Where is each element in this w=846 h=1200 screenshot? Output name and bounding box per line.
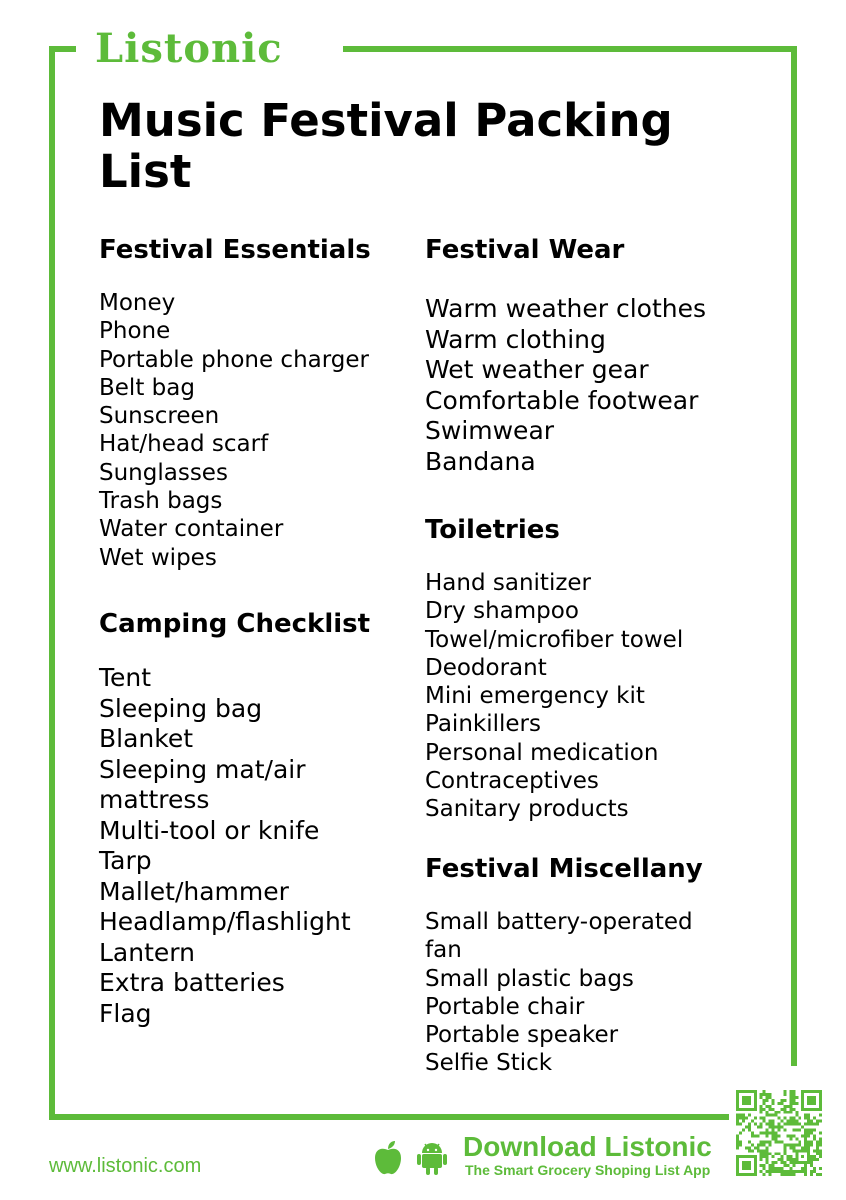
list-item: Sunglasses <box>99 459 228 486</box>
list-item: Mini emergency kit <box>425 683 645 710</box>
section-festival-wear <box>425 234 765 477</box>
list-item: Belt bag <box>99 374 195 401</box>
list-item: Selfie Stick <box>425 1050 553 1077</box>
frame-border-top-left <box>49 46 76 52</box>
list-item: Water container <box>99 516 284 543</box>
section-toiletries <box>425 514 765 824</box>
list-item: Portable chair <box>425 993 585 1020</box>
item-list <box>425 908 725 1078</box>
download-title[interactable]: Download Listonic <box>463 1131 712 1162</box>
list-item: Wet weather gear <box>425 355 649 384</box>
list-item: Multi-tool or knife <box>99 815 320 845</box>
list-item: Sanitary products <box>425 796 629 823</box>
list-item: Hat/head scarf <box>99 431 269 458</box>
list-item: Phone <box>99 318 171 345</box>
list-item: Portable speaker <box>425 1022 619 1049</box>
list-item: Lantern <box>99 937 195 967</box>
section-festival-miscellany <box>425 853 765 1078</box>
section-heading: Festival Essentials <box>99 235 371 265</box>
frame-border-top-right <box>343 46 797 52</box>
list-item: Personal medication <box>425 739 659 766</box>
list-item: Flag <box>99 998 152 1028</box>
download-subtitle: The Smart Grocery Shoping List App <box>465 1162 711 1178</box>
list-item: Mallet/hammer <box>99 876 289 906</box>
section-heading: Camping Checklist <box>99 609 371 639</box>
section-heading: Festival Miscellany <box>425 854 703 884</box>
section-festival-essentials <box>99 234 419 572</box>
list-item: Wet wipes <box>99 544 217 571</box>
brand-logo: Listonic <box>95 25 283 72</box>
frame-border-bottom <box>49 1114 729 1120</box>
list-item: Sunscreen <box>99 403 220 430</box>
item-list <box>425 569 765 824</box>
page-title: Music Festival Packing List <box>99 94 673 198</box>
apple-icon[interactable] <box>372 1140 404 1176</box>
list-item: Hand sanitizer <box>425 570 592 596</box>
frame-border-right <box>791 46 797 1066</box>
list-item: Extra batteries <box>99 968 285 997</box>
list-item: Dry shampoo <box>425 598 579 625</box>
qr-code[interactable] <box>736 1090 822 1176</box>
list-item: Portable phone charger <box>99 346 370 373</box>
item-list <box>425 294 765 477</box>
list-item: Trash bags <box>99 488 223 515</box>
android-icon[interactable] <box>416 1140 448 1176</box>
list-item: Deodorant <box>425 654 547 681</box>
list-item: Contraceptives <box>425 768 599 795</box>
list-item: Small plastic bags <box>425 965 634 992</box>
list-item: Headlamp/flashlight <box>99 907 351 936</box>
list-item: Comfortable footwear <box>425 385 699 415</box>
item-list <box>99 289 419 572</box>
list-item: Bandana <box>425 446 536 476</box>
list-item: Sleeping bag <box>99 693 263 723</box>
frame-border-left <box>49 46 55 1120</box>
section-camping-checklist <box>99 608 419 1029</box>
item-list <box>99 663 419 1029</box>
section-heading: Festival Wear <box>425 235 625 265</box>
list-item: Sleeping mat/air mattress <box>99 754 306 814</box>
website-link[interactable]: www.listonic.com <box>49 1155 202 1177</box>
list-item: Small battery-operated fan <box>425 909 693 964</box>
list-item: Warm clothing <box>425 324 606 354</box>
list-item: Tent <box>99 663 152 692</box>
list-item: Warm weather clothes <box>425 294 707 323</box>
list-item: Tarp <box>99 846 152 875</box>
list-item: Painkillers <box>425 711 541 738</box>
section-heading: Toiletries <box>425 515 560 545</box>
list-item: Swimwear <box>425 416 555 445</box>
list-item: Towel/microfiber towel <box>425 626 684 653</box>
list-item: Money <box>99 290 176 316</box>
list-item: Blanket <box>99 724 194 753</box>
